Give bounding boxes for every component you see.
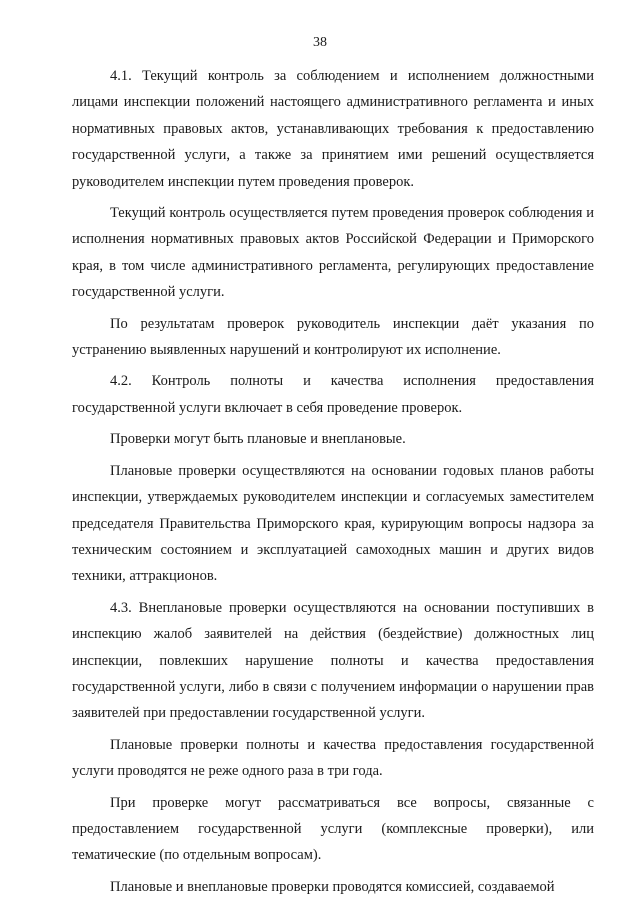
paragraph-inspection-results: По результатам проверок руководитель инспекции даёт указания по устранению выявленных нарушений и контролируют их исполнение. <box>72 315 594 359</box>
paragraph-planned-checks: Плановые проверки осуществляются на основании годовых планов работы инспекции, утверждаемых руководителем инспекции и согласуемых заместителем председателя Правительства Приморского края, курирующим вопросы надзора за техническим состоянием и эксплуатацией самоходных машин и других видов техники, аттракционов. <box>72 462 594 585</box>
paragraph-check-frequency: Плановые проверки полноты и качества предоставления государственной услуги проводятся не реже одного раза в три года. <box>72 736 594 780</box>
paragraph-4-3: 4.3. Внеплановые проверки осуществляются на основании поступивших в инспекцию жалоб заявителей на действия (бездействие) должностных лиц инспекции, повлекших нарушение полноты и качества предоставления государственной услуги, либо в связи с получением информации о нарушении прав заявителей при предоставлении государственной услуги. <box>72 599 594 722</box>
paragraph-check-scope: При проверке могут рассматриваться все вопросы, связанные с предоставлением государственной услуги (комплексные проверки), или тематические (по отдельным вопросам). <box>72 794 594 864</box>
document-body <box>72 63 594 900</box>
paragraph-4-2: 4.2. Контроль полноты и качества исполнения предоставления государственной услуги включает в себя проведение проверок. <box>72 373 594 416</box>
paragraph-check-types: Проверки могут быть плановые и внеплановые. <box>110 431 406 448</box>
paragraph-current-control: Текущий контроль осуществляется путем проведения проверок соблюдения и исполнения нормативных правовых актов Российской Федерации и Приморского края, в том числе административного регламента, регулирующих предоставление государственной услуги. <box>72 205 594 301</box>
paragraph-commission: Плановые и внеплановые проверки проводятся комиссией, создаваемой <box>110 878 555 895</box>
page-number: 38 <box>313 35 327 50</box>
paragraph-4-1: 4.1. Текущий контроль за соблюдением и исполнением должностными лицами инспекции положений настоящего административного регламента и иных нормативных правовых актов, устанавливающих требования к предоставлению государственной услуги, а также за принятием ими решений осуществляется руководителем инспекции путем проведения проверок. <box>72 68 594 190</box>
